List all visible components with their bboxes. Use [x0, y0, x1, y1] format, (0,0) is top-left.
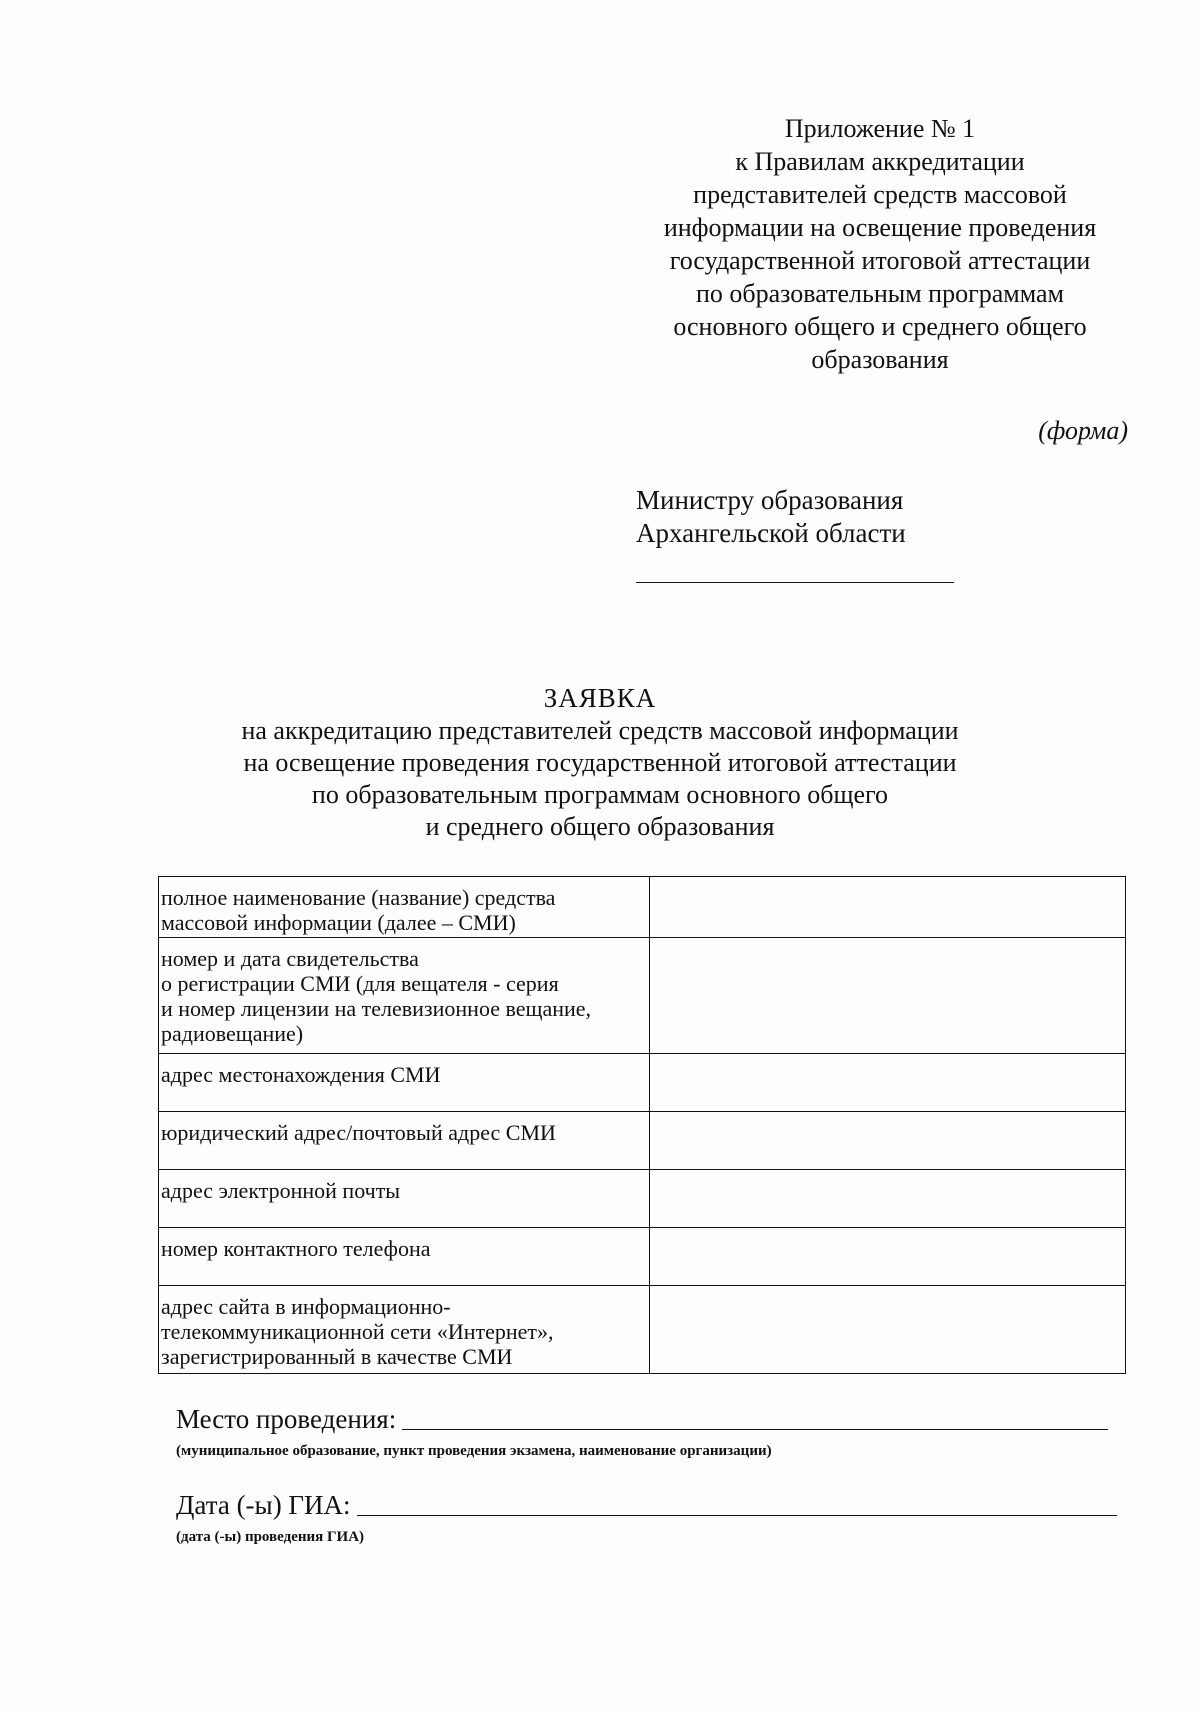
appendix-line: информации на освещение проведения	[663, 213, 1097, 242]
row-label: адрес местонахождения СМИ	[159, 1054, 650, 1112]
row-value-field[interactable]	[649, 1228, 1126, 1286]
title-line: на аккредитацию представителей средств массовой информации	[241, 716, 959, 745]
appendix-line: государственной итоговой аттестации	[669, 246, 1091, 275]
row-label: адрес сайта в информационно- телекоммуникационной сети «Интернет», зарегистрированный в качестве СМИ	[159, 1286, 650, 1374]
date-field-label: Дата (-ы) ГИА:	[176, 1490, 351, 1520]
date-field	[176, 1490, 1117, 1521]
appendix-line: Приложение № 1	[784, 114, 976, 143]
table-row	[159, 1170, 1126, 1228]
row-label: юридический адрес/почтовый адрес СМИ	[159, 1112, 650, 1170]
row-label: номер контактного телефона	[159, 1228, 650, 1286]
row-value-field[interactable]	[649, 938, 1126, 1054]
row-label: адрес электронной почты	[159, 1170, 650, 1228]
date-field-hint: (дата (-ы) проведения ГИА)	[176, 1529, 365, 1545]
title-heading: ЗАЯВКА	[543, 683, 657, 713]
row-label: номер и дата свидетельства о регистрации СМИ (для вещателя - серия и номер лицензии на телевизионное вещание, радиовещание)	[159, 938, 650, 1054]
appendix-line: к Правилам аккредитации	[735, 147, 1025, 176]
table-row	[159, 1286, 1126, 1374]
addressee-signature-line[interactable]	[636, 582, 954, 583]
application-title	[150, 682, 1050, 843]
title-line: по образовательным программам основного общего	[311, 780, 889, 809]
addressee-line-1: Министру образования	[636, 485, 904, 515]
appendix-line: основного общего и среднего общего	[673, 312, 1087, 341]
appendix-line: представителей средств массовой	[693, 180, 1067, 209]
place-field-input-line[interactable]	[402, 1428, 1108, 1430]
row-value-field[interactable]	[649, 1054, 1126, 1112]
title-line: на освещение проведения государственной итоговой аттестации	[243, 748, 957, 777]
table-row	[159, 1054, 1126, 1112]
row-label: полное наименование (название) средства массовой информации (далее – СМИ)	[159, 877, 650, 938]
appendix-line: по образовательным программам	[695, 279, 1064, 308]
place-field	[176, 1404, 1108, 1435]
appendix-line: образования	[811, 345, 949, 374]
table-row	[159, 1228, 1126, 1286]
form-mark: (форма)	[1038, 416, 1128, 445]
application-table	[158, 876, 1126, 1374]
appendix-header	[630, 112, 1130, 376]
place-field-hint: (муниципальное образование, пункт проведения экзамена, наименование организации)	[176, 1443, 772, 1459]
table-row	[159, 877, 1126, 938]
row-value-field[interactable]	[649, 877, 1126, 938]
table-row	[159, 1112, 1126, 1170]
row-value-field[interactable]	[649, 1286, 1126, 1374]
addressee-block	[636, 484, 906, 550]
row-value-field[interactable]	[649, 1112, 1126, 1170]
table-row	[159, 938, 1126, 1054]
row-value-field[interactable]	[649, 1170, 1126, 1228]
place-field-label: Место проведения:	[176, 1404, 397, 1434]
addressee-line-2: Архангельской области	[636, 518, 906, 548]
date-field-input-line[interactable]	[357, 1514, 1117, 1516]
title-line: и среднего общего образования	[425, 812, 775, 841]
